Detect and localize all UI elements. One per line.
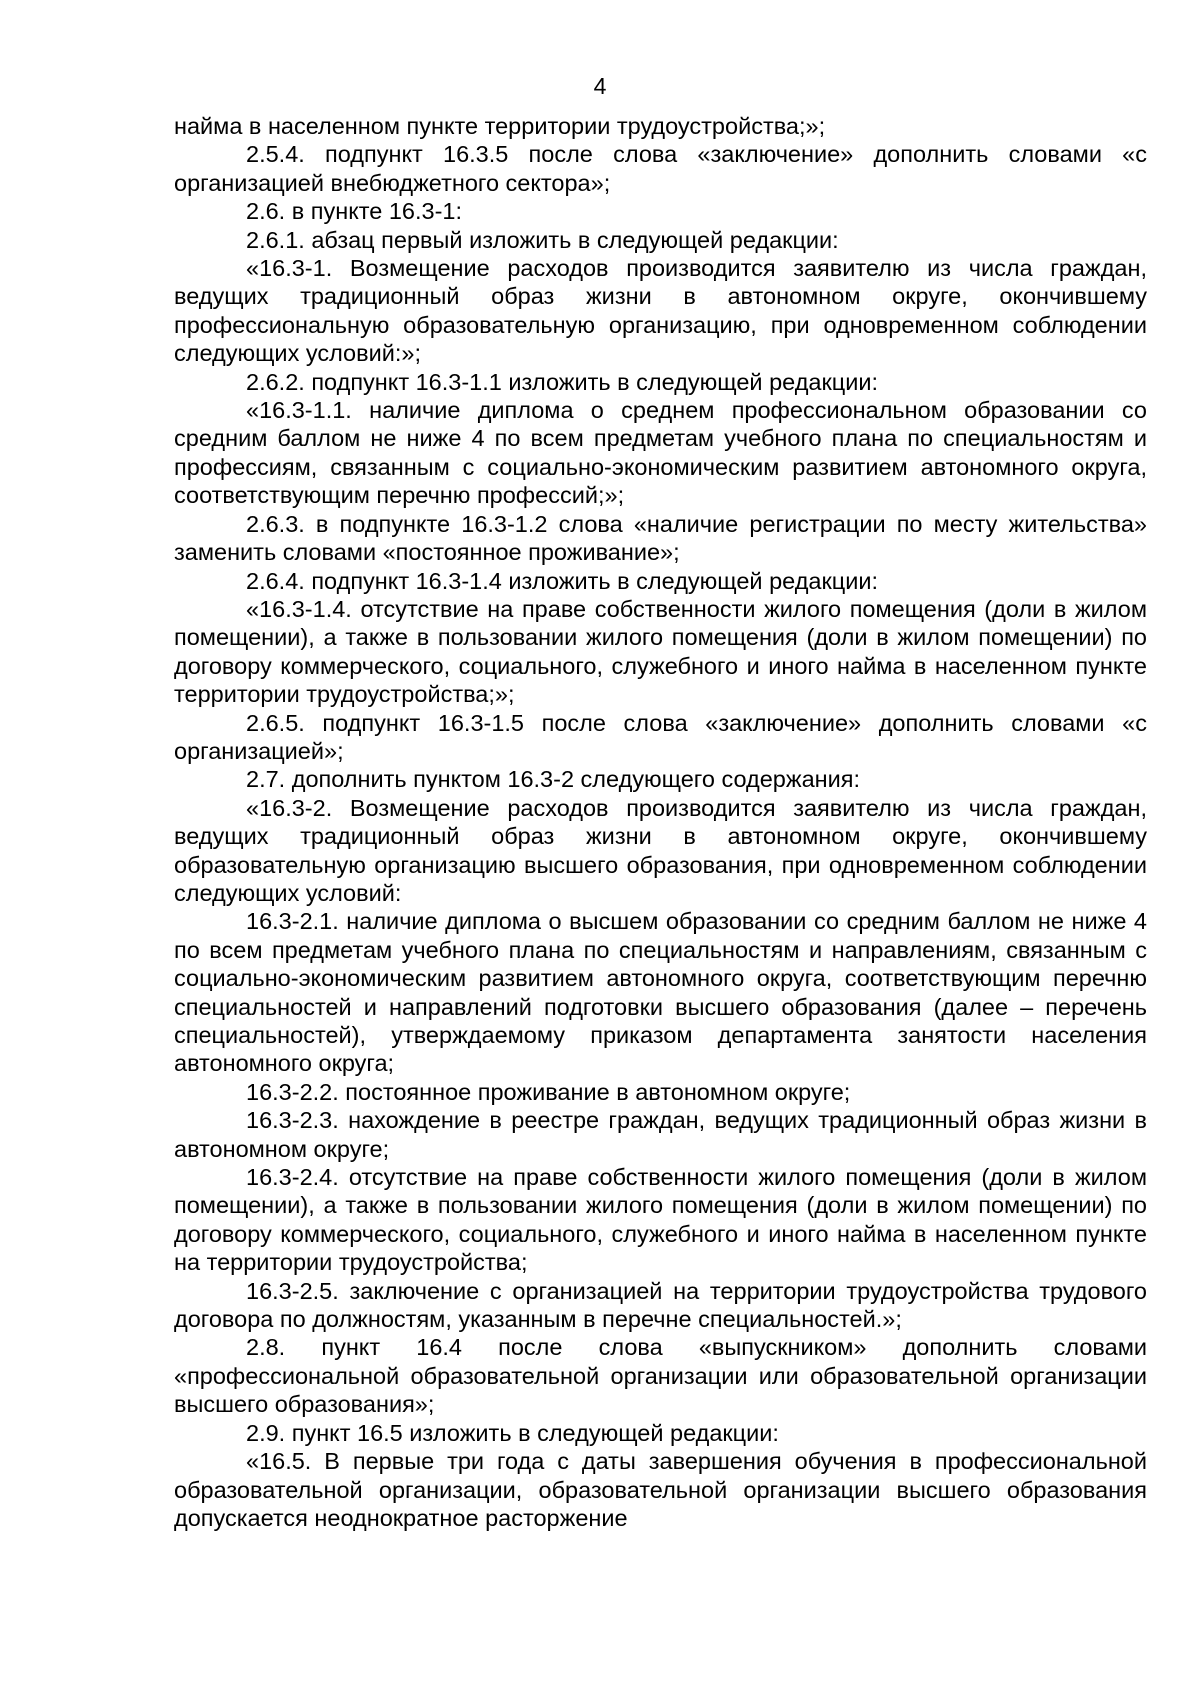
paragraph: 16.3-2.3. нахождение в реестре граждан, ведущих традиционный образ жизни в автономном округе; [174, 1107, 1147, 1162]
paragraph: «16.3-2. Возмещение расходов производится заявителю из числа граждан, ведущих традиционный образ жизни в автономном округе, окончившему образовательную организацию высшего образования, при одновременном соблюдении следующих условий: [174, 794, 1147, 906]
paragraph: «16.3-1. Возмещение расходов производится заявителю из числа граждан, ведущих традиционный образ жизни в автономном округе, окончившему профессиональную образовательную организацию, при одновременном соблюдении следующих условий:»; [174, 255, 1147, 367]
paragraph: 16.3-2.2. постоянное проживание в автономном округе; [246, 1078, 851, 1105]
paragraph: 2.6.3. в подпункте 16.3-1.2 слова «наличие регистрации по месту жительства» заменить словами «постоянное проживание»; [174, 510, 1147, 566]
paragraph: 2.8. пункт 16.4 после слова «выпускником» дополнить словами «профессиональной образовательной организации или образовательной организации высшего образования»; [174, 1334, 1147, 1418]
paragraph: 2.7. дополнить пунктом 16.3-2 следующего содержания: [246, 766, 861, 793]
paragraph: 2.6.5. подпункт 16.3-1.5 после слова «заключение» дополнить словами «с организацией»; [174, 709, 1147, 764]
page-number: 4 [593, 73, 607, 99]
document-body [174, 112, 1147, 1532]
paragraph: «16.5. В первые три года с даты завершения обучения в профессиональной образовательной организации, образовательной организации высшего образования допускается неоднократное расторжение [174, 1448, 1147, 1531]
paragraph: 2.5.4. подпункт 16.3.5 после слова «заключение» дополнить словами «с организацией внебюджетного сектора»; [174, 141, 1147, 196]
paragraph: 2.6.4. подпункт 16.3-1.4 изложить в следующей редакции: [246, 567, 879, 594]
paragraph: 16.3-2.1. наличие диплома о высшем образовании со средним баллом не ниже 4 по всем предметам учебного плана по специальностям и направлениям, связанным с социально-экономическим развитием автономного округа, соответствующим перечню специальностей и направлений подготовки высшего образования (далее – перечень специальностей), утверждаемому приказом департамента занятости населения автономного округа; [174, 908, 1147, 1077]
paragraph: «16.3-1.4. отсутствие на праве собственности жилого помещения (доли в жилом помещении), а также в пользовании жилого помещения (доли в жилом помещении) по договору коммерческого, социального, служебного и иного найма в населенном пункте территории трудоустройства;»; [174, 595, 1147, 708]
paragraph: 2.6. в пункте 16.3-1: [246, 198, 462, 225]
paragraph: 2.6.1. абзац первый изложить в следующей редакции: [246, 226, 839, 253]
paragraph: «16.3-1.1. наличие диплома о среднем профессиональном образовании со средним баллом не ниже 4 по всем предметам учебного плана по специальностям и профессиям, связанным с социально-экономическим развитием автономного округа, соответствующим перечню профессий;»; [174, 397, 1147, 509]
paragraph: 2.6.2. подпункт 16.3-1.1 изложить в следующей редакции: [246, 368, 879, 395]
paragraph: 16.3-2.4. отсутствие на праве собственности жилого помещения (доли в жилом помещении), а также в пользовании жилого помещения (доли в жилом помещении) по договору коммерческого, социального, служебного и иного найма в населенном пункте на территории трудоустройства; [174, 1164, 1147, 1276]
paragraph: 16.3-2.5. заключение с организацией на территории трудоустройства трудового договора по должностям, указанным в перечне специальностей.»; [174, 1277, 1147, 1333]
paragraph: 2.9. пункт 16.5 изложить в следующей редакции: [246, 1419, 779, 1446]
paragraph: найма в населенном пункте территории трудоустройства;»; [174, 113, 826, 139]
